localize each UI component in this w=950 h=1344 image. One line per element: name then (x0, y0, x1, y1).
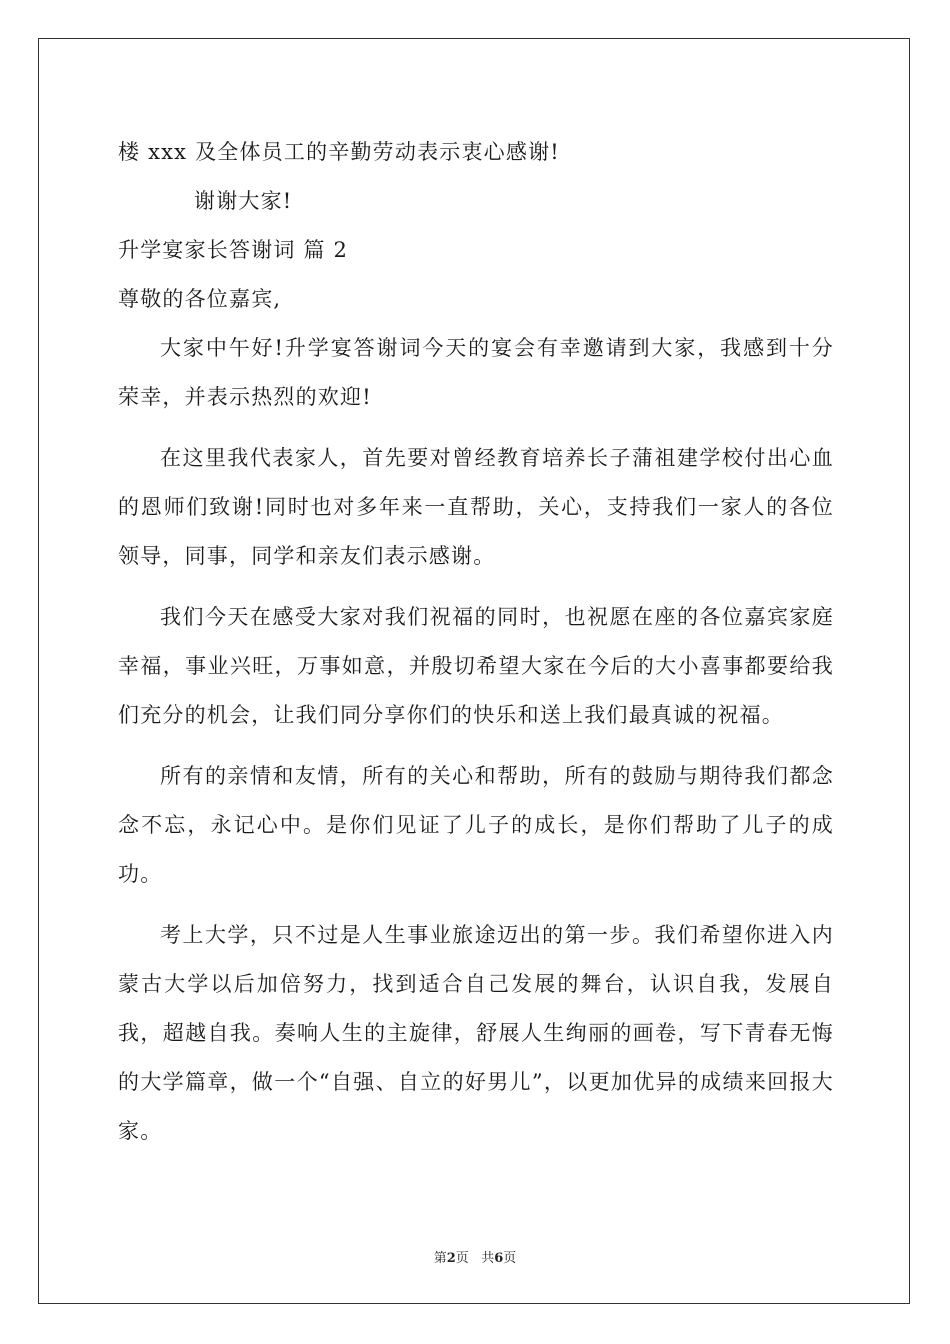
paragraph-thanks-teachers: 在这里我代表家人，首先要对曾经教育培养长子蒲祖建学校付出心血的恩师们致谢!同时也对多年来一直帮助，关心，支持我们一家人的各位领导，同事，同学和亲友们表示感谢。 (118, 446, 834, 568)
page-footer (0, 1247, 950, 1266)
page-total: 6 (494, 1251, 504, 1266)
page-prefix: 第 (433, 1251, 447, 1266)
paragraph-gratitude: 所有的亲情和友情，所有的关心和帮助，所有的鼓励与期待我们都念念不忘，永记心中。是你们见证了儿子的成长，是你们帮助了儿子的成功。 (118, 764, 834, 886)
paragraph-blessings: 我们今天在感受大家对我们祝福的同时，也祝愿在座的各位嘉宾家庭幸福，事业兴旺，万事如意，并殷切希望大家在今后的大小喜事都要给我们充分的机会，让我们同分享你们的快乐和送上我们最真诚的祝福。 (118, 605, 834, 727)
section-heading: 升学宴家长答谢词 篇 2 (118, 238, 349, 262)
document-body (118, 128, 834, 1156)
total-prefix: 共 (481, 1251, 495, 1266)
page-suffix: 页 (455, 1251, 469, 1266)
total-suffix: 页 (503, 1251, 517, 1266)
paragraph-university: 考上大学，只不过是人生事业旅途迈出的第一步。我们希望你进入内蒙古大学以后加倍努力，找到适合自己发展的舞台，认识自我，发展自我，超越自我。奏响人生的主旋律，舒展人生绚丽的画卷，写下青春无悔的大学篇章，做一个“自强、自立的好男儿”，以更加优异的成绩来回报大家。 (118, 923, 834, 1143)
thanks-line: 谢谢大家! (194, 189, 293, 213)
page-current: 2 (446, 1251, 456, 1266)
paragraph-greeting: 大家中午好!升学宴答谢词今天的宴会有幸邀请到大家，我感到十分荣幸，并表示热烈的欢迎! (118, 336, 834, 409)
salutation: 尊敬的各位嘉宾, (118, 287, 282, 311)
closing-line: 楼 xxx 及全体员工的辛勤劳动表示衷心感谢! (118, 140, 560, 164)
